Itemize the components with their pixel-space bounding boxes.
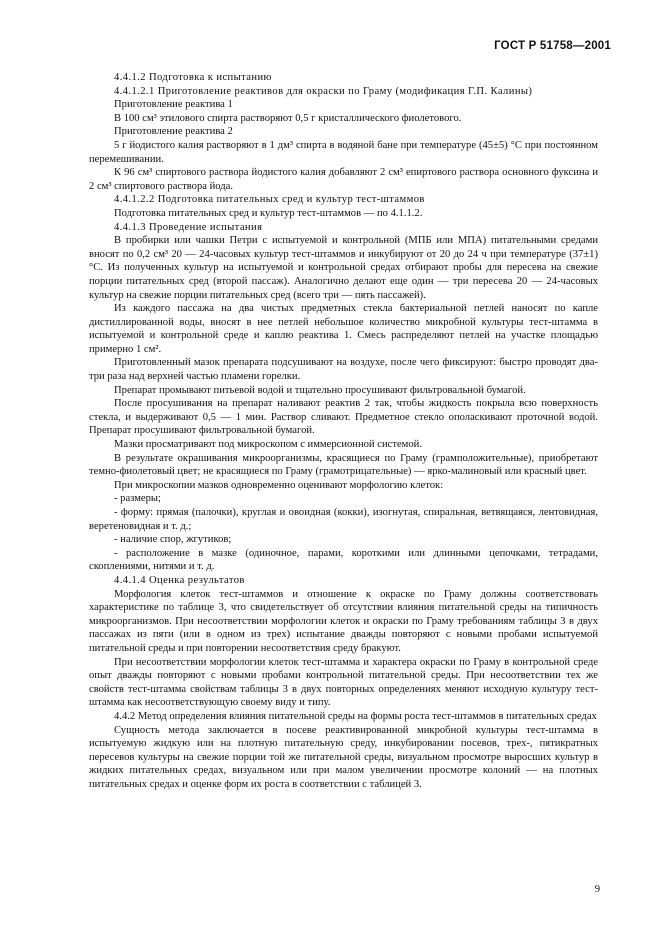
paragraph: Подготовка питательных сред и культур тест-штаммов — по 4.1.1.2. [114,207,423,219]
paragraph: Сущность метода заключается в посеве реактивированной микробной культуры тест-штамма в испытуемую жидкую или на плотную питательную среду, инкубировании посевов, трех-, пятикратных пересевов культуры на свежие порции той же питательной среды, визуальном просмотре выросших культур в жидких питательных средах, визуальном или при малом увеличении просмотре колоний — на плотных питательных средах и оценке форм их роста в соответствии с таблицей 3. [89,724,598,790]
paragraph: К 96 см³ спиртового раствора йодистого калия добавляют 2 см³ епиртового раствора основного фуксина и 2 см³ спиртового раствора йода. [89,167,598,192]
list-item: - наличие спор, жгутиков; [114,534,232,546]
paragraph: В пробирки или чашки Петри с испытуемой и контрольной (МПБ или МПА) питательными средами вносят по 0,2 см³ 20 — 24-часовых культур тест-штаммов и инкубируют от 20 до 24 ч при температуре (37±1) °С. Из полученных культур на испытуемой и контрольной средах отбирают пробы для пересева на свежие порции питательных сред (второй пассаж). Аналогично делают еще один — три пересева 20 — 24-часовых культур на свежие порции питательных сред (всего три — пять пассажей). [89,235,598,301]
section-heading: 4.4.1.3 Проведение испытания [114,221,263,233]
paragraph: При микроскопии мазков одновременно оценивают морфологию клеток: [114,479,444,491]
paragraph: После просушивания на препарат наливают реактив 2 так, чтобы жидкость покрыла всю поверхность стекла, и выдерживают 0,5 — 1 мин. Раствор сливают. Предметное стекло ополаскивают проточной водой. Препарат просушивают фильтровальной бумагой. [89,398,598,437]
paragraph: Из каждого пассажа на два чистых предметных стекла бактериальной петлей наносят по капле дистиллированной воды, вносят в нее петлей небольшое количество микробной культуры тест-штамма в испытуемой и контрольной среде и каплю реактива 1. Смесь распределяют петлей на участке площадью примерно 1 см². [89,303,598,355]
paragraph: При несоответствии морфологии клеток тест-штамма и характера окраски по Граму в контрольной среде опыт дважды повторяют с новыми пробами контрольной питательной среды. При несоответствии тех же свойств тест-штамма свойствам таблицы 3 в двух повторных определениях меняют исходную культуру тест-штамма как несоответствующую своему виду и типу. [89,656,598,709]
section-heading: 4.4.1.2 Подготовка к испытанию [114,72,272,83]
paragraph: Морфология клеток тест-штаммов и отношение к окраске по Граму должны соответствовать характеристике по таблице 3, что свидетельствует об отсутствии влияния питательной среды на типичность микроорганизмов. При несоответствии морфологии клеток и окраски по Граму требованиям таблицы 3 в двух пассажах из пяти (или в одном из трех) испытание дважды повторяют с новыми пробами испытуемой питательной среды и при повторении несоответствия среду бракуют. [89,588,598,654]
paragraph: 5 г йодистого калия растворяют в 1 дм³ спирта в водяной бане при температуре (45±5) °С при постоянном перемешивании. [89,139,598,165]
page-number: 9 [594,884,600,895]
page-header: ГОСТ Р 51758—2001 [494,40,611,52]
paragraph: Мазки просматривают под микроскопом с иммерсионной системой. [114,439,422,451]
list-item: - форму: прямая (палочки), круглая и овоидная (кокки), изогнутая, спиральная, ветвящаяся, лентовидная, веретеновидная и т. д.; [89,507,598,532]
list-item: - размеры; [114,493,161,505]
subheading: Приготовление реактива 1 [114,99,233,111]
section-heading: 4.4.1.4 Оценка результатов [114,574,245,586]
paragraph: Препарат промывают питьевой водой и тщательно просушивают фильтровальной бумагой. [114,384,526,396]
paragraph: 4.4.2 Метод определения влияния питательной среды на формы роста тест-штаммов в питательных средах [114,710,597,722]
subheading: Приготовление реактива 2 [114,126,233,138]
paragraph: В результате окрашивания микроорганизмы, красящиеся по Граму (грамположительные), приобретают темно-фиолетовый цвет; не красящиеся по Граму (грамотрицательные) — ярко-малиновый или красный цвет. [89,452,598,478]
list-item: - расположение в мазке (одиночное, парами, короткими или длинными цепочками, тетрадами, скоплениями, нитями и т. д. [89,547,598,573]
paragraph: В 100 см³ этилового спирта растворяют 0,5 г кристаллического фиолетового. [114,112,462,124]
section-heading: 4.4.1.2.1 Приготовление реактивов для окраски по Граму (модификация Г.П. Калины) [114,85,533,97]
paragraph: Приготовленный мазок препарата подсушивают на воздухе, после чего фиксируют: быстро проводят два-три раза над верхней частью пламени горелки. [89,357,598,383]
section-heading: 4.4.1.2.2 Подготовка питательных сред и культур тест-штаммов [114,194,425,206]
document-body [89,71,598,791]
